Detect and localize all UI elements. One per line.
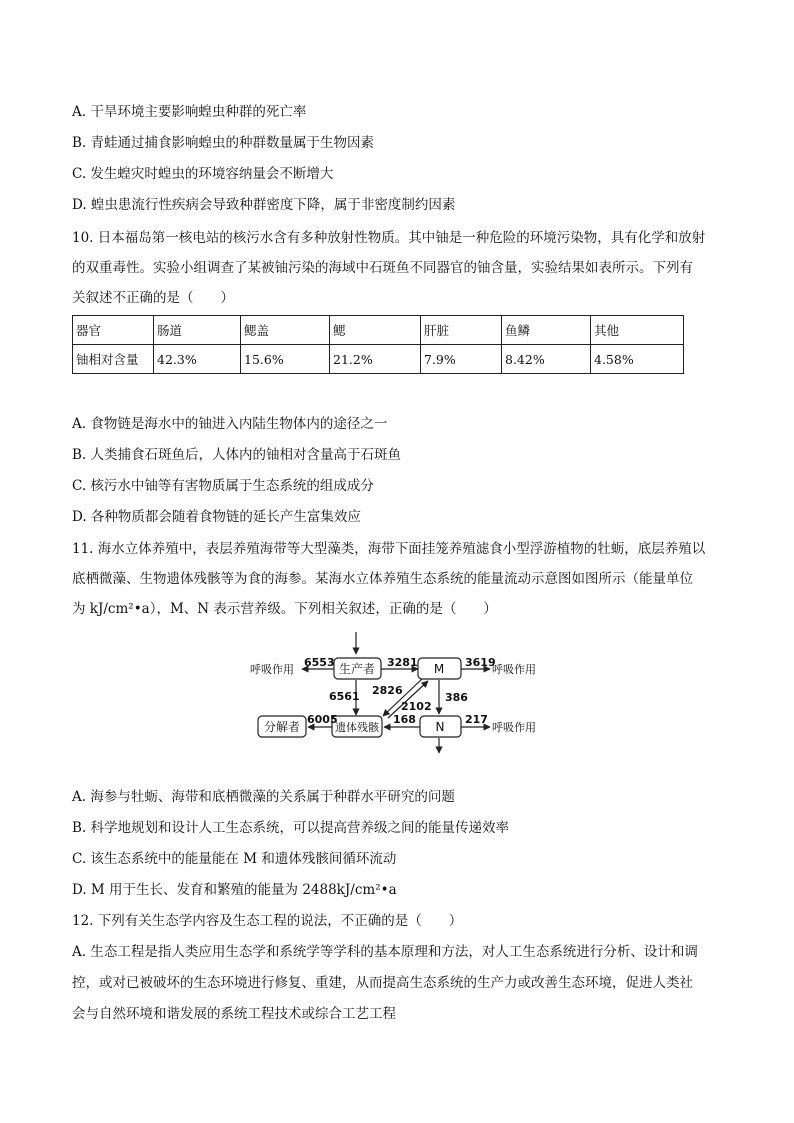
table-cell: 其他: [591, 316, 684, 345]
table-data-row: [73, 345, 684, 374]
q10-option-c: C. 核污水中铀等有害物质属于生态系统的组成成分: [72, 478, 374, 494]
q9-option-b: B. 青蛙通过捕食影响蝗虫的种群数量属于生物因素: [72, 135, 375, 151]
q11-option-b: B. 科学地规划和设计人工生态系统，可以提高营养级之间的能量传递效率: [72, 820, 510, 836]
value-2826: 2826: [372, 684, 403, 697]
q10-stem-line3: 关叙述不正确的是（ ）: [72, 290, 234, 306]
table-cell: 鱼鳞: [502, 316, 591, 345]
q10-stem-line1: 10. 日本福岛第一核电站的核污水含有多种放射性物质。其中铀是一种危险的环境污染物，具有化学和放射: [72, 230, 706, 246]
value-3281: 3281: [387, 656, 418, 669]
decomposer-label: 分解者: [263, 720, 301, 734]
q11-stem-line3: 为 kJ/cm²•a），M、N 表示营养级。下列相关叙述，正确的是（ ）: [72, 601, 497, 617]
q11-option-a: A. 海参与牡蛎、海带和底栖微藻的关系属于种群水平研究的问题: [72, 789, 455, 805]
q11-option-c: C. 该生态系统中的能量能在 M 和遗体残骸间循环流动: [72, 851, 397, 867]
resp-label-producer: 呼吸作用: [250, 663, 294, 676]
q11-option-d: D. M 用于生长、发育和繁殖的能量为 2488kJ/cm²•a: [72, 882, 397, 898]
resp-label-m: 呼吸作用: [492, 663, 536, 676]
q10-stem-line2: 的双重毒性。实验小组调查了某被铀污染的海域中石斑鱼不同器官的铀含量，实验结果如表所示。下列有: [72, 260, 693, 276]
table-header-row: [73, 316, 684, 345]
table-cell: 15.6%: [241, 345, 330, 374]
value-3619: 3619: [465, 656, 496, 669]
q12-stem: 12. 下列有关生态学内容及生态工程的说法，不正确的是（ ）: [72, 913, 463, 929]
table-cell: 肠道: [154, 316, 241, 345]
q12-option-a-line1: A. 生态工程是指人类应用生态学和系统学等学科的基本原理和方法，对人工生态系统进行分析、设计和调: [72, 944, 698, 960]
q12-option-a-line2: 控，或对已被破坏的生态环境进行修复、重建，从而提高生态系统的生产力或改善生态环境，促进人类社: [72, 975, 693, 991]
q9-option-a: A. 干旱环境主要影响蝗虫种群的死亡率: [72, 104, 307, 120]
table-cell: 8.42%: [502, 345, 591, 374]
value-6561: 6561: [329, 690, 360, 703]
producer-label: 生产者: [338, 662, 376, 676]
table-cell: 4.58%: [591, 345, 684, 374]
uranium-table: [72, 315, 684, 374]
q11-stem-line2: 底栖微藻、生物遗体残骸等为食的海参。某海水立体养殖生态系统的能量流动示意图如图所示（能量单位: [72, 571, 693, 587]
value-6005: 6005: [307, 713, 338, 726]
value-6553: 6553: [304, 656, 335, 669]
value-386: 386: [445, 691, 468, 704]
table-cell: 铀相对含量: [73, 345, 154, 374]
table-cell: 21.2%: [330, 345, 421, 374]
m-label: M: [433, 662, 445, 676]
n-label: N: [435, 720, 445, 734]
value-2102: 2102: [401, 700, 432, 713]
energy-flow-diagram: [250, 630, 560, 755]
table-cell: 鳃: [330, 316, 421, 345]
resp-label-n: 呼吸作用: [492, 721, 536, 734]
q12-option-a-line3: 会与自然环境和谐发展的系统工程技术或综合工艺工程: [72, 1006, 396, 1022]
q9-option-d: D. 蝗虫患流行性疾病会导致种群密度下降，属于非密度制约因素: [72, 197, 456, 213]
q9-option-c: C. 发生蝗灾时蝗虫的环境容纳量会不断增大: [72, 166, 334, 182]
value-168: 168: [393, 713, 416, 726]
q10-option-a: A. 食物链是海水中的铀进入内陆生物体内的途径之一: [72, 416, 388, 432]
value-217: 217: [465, 713, 488, 726]
table-cell: 42.3%: [154, 345, 241, 374]
q10-option-d: D. 各种物质都会随着食物链的延长产生富集效应: [72, 509, 361, 525]
q11-stem-line1: 11. 海水立体养殖中，表层养殖海带等大型藻类，海带下面挂笼养殖滤食小型浮游植物的牡蛎，底层养殖以: [72, 541, 706, 557]
table-cell: 7.9%: [421, 345, 502, 374]
table-cell: 肝脏: [421, 316, 502, 345]
table-cell: 器官: [73, 316, 154, 345]
q10-option-b: B. 人类捕食石斑鱼后，人体内的铀相对含量高于石斑鱼: [72, 447, 402, 463]
remains-label: 遗体残骸: [335, 721, 379, 734]
table-cell: 鳃盖: [241, 316, 330, 345]
